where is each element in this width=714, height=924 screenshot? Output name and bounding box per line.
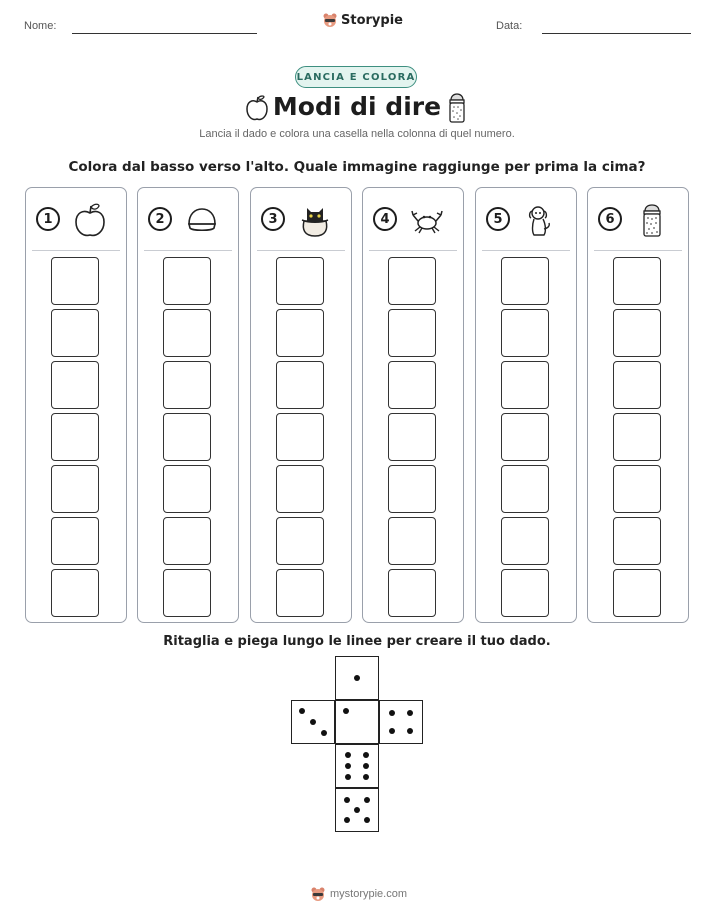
die-pip — [344, 817, 350, 823]
color-cell[interactable] — [613, 569, 661, 617]
name-label: Nome: — [24, 20, 57, 32]
color-cell[interactable] — [163, 517, 211, 565]
color-cell[interactable] — [163, 465, 211, 513]
column-number: 1 — [36, 207, 60, 231]
crab-icon — [409, 202, 445, 238]
die-pip — [345, 752, 351, 758]
column-number: 5 — [486, 207, 510, 231]
die-pip — [354, 807, 360, 813]
color-cell[interactable] — [388, 413, 436, 461]
subtitle: Lancia il dado e colora una casella nella colonna di quel numero. — [199, 128, 515, 140]
apple-icon — [72, 202, 108, 238]
die-pip — [299, 708, 305, 714]
color-cell[interactable] — [51, 413, 99, 461]
die-face-one — [335, 656, 379, 700]
instruction: Colora dal basso verso l'alto. Quale immagine raggiunge per prima la cima? — [68, 159, 646, 175]
bear-logo-icon — [310, 886, 326, 902]
column-number: 6 — [598, 207, 622, 231]
die-face-six — [335, 744, 379, 788]
column-header — [138, 188, 238, 250]
color-cell[interactable] — [276, 569, 324, 617]
column-5 — [475, 187, 577, 623]
color-cell[interactable] — [51, 465, 99, 513]
column-divider — [32, 250, 120, 251]
die-pip — [389, 710, 395, 716]
column-1 — [25, 187, 127, 623]
color-cell[interactable] — [276, 517, 324, 565]
color-cell[interactable] — [501, 465, 549, 513]
column-6 — [587, 187, 689, 623]
puppy-icon — [522, 202, 558, 238]
color-cell[interactable] — [276, 413, 324, 461]
color-cell[interactable] — [613, 309, 661, 357]
date-label: Data: — [496, 20, 523, 32]
column-number: 3 — [261, 207, 285, 231]
die-pip — [354, 675, 360, 681]
die-face-one-center — [335, 700, 379, 744]
column-header — [251, 188, 351, 250]
die-face-three — [291, 700, 335, 744]
column-number: 4 — [373, 207, 397, 231]
color-cell[interactable] — [388, 569, 436, 617]
salt-shaker-icon — [634, 202, 670, 238]
column-divider — [594, 250, 682, 251]
die-pip — [310, 719, 316, 725]
bear-logo-icon — [322, 12, 338, 28]
column-header — [588, 188, 688, 250]
column-header — [26, 188, 126, 250]
footer — [310, 886, 407, 902]
color-cell[interactable] — [51, 309, 99, 357]
name-line[interactable] — [72, 33, 257, 34]
cat-in-bag-icon — [297, 202, 333, 238]
color-cell[interactable] — [51, 569, 99, 617]
egg-icon — [184, 202, 220, 238]
brand-name: Storypie — [341, 12, 403, 28]
cut-instruction: Ritaglia e piega lungo le linee per creare il tuo dado. — [163, 634, 551, 649]
page-title: Modi di dire — [272, 92, 442, 121]
color-cell[interactable] — [163, 569, 211, 617]
color-cell[interactable] — [501, 517, 549, 565]
column-divider — [257, 250, 345, 251]
column-divider — [482, 250, 570, 251]
color-cell[interactable] — [388, 309, 436, 357]
color-cell[interactable] — [613, 517, 661, 565]
color-cell[interactable] — [163, 257, 211, 305]
color-cell[interactable] — [613, 361, 661, 409]
brand-logo — [322, 12, 403, 28]
die-pip — [343, 708, 349, 714]
color-cell[interactable] — [276, 257, 324, 305]
activity-badge: LANCIA E COLORA — [295, 66, 417, 88]
column-2 — [137, 187, 239, 623]
color-cell[interactable] — [388, 517, 436, 565]
die-pip — [364, 817, 370, 823]
footer-url[interactable]: mystorypie.com — [330, 888, 408, 900]
die-pip — [407, 728, 413, 734]
color-cell[interactable] — [501, 257, 549, 305]
column-divider — [144, 250, 232, 251]
color-cell[interactable] — [276, 361, 324, 409]
color-cell[interactable] — [163, 361, 211, 409]
die-pip — [321, 730, 327, 736]
die-pip — [389, 728, 395, 734]
color-cell[interactable] — [163, 309, 211, 357]
die-pip — [345, 774, 351, 780]
color-cell[interactable] — [501, 309, 549, 357]
die-pip — [407, 710, 413, 716]
die-pip — [364, 797, 370, 803]
color-cell[interactable] — [388, 465, 436, 513]
color-cell[interactable] — [51, 517, 99, 565]
color-cell[interactable] — [388, 361, 436, 409]
die-face-five — [335, 788, 379, 832]
color-cell[interactable] — [276, 465, 324, 513]
die-pip — [363, 774, 369, 780]
column-4 — [362, 187, 464, 623]
date-line[interactable] — [542, 33, 691, 34]
color-cell[interactable] — [613, 257, 661, 305]
color-cell[interactable] — [276, 309, 324, 357]
die-face-four — [379, 700, 423, 744]
color-cell[interactable] — [613, 465, 661, 513]
column-divider — [369, 250, 457, 251]
color-cell[interactable] — [51, 361, 99, 409]
color-cell[interactable] — [51, 257, 99, 305]
die-pip — [363, 752, 369, 758]
salt-shaker-icon — [446, 92, 468, 128]
color-cell[interactable] — [501, 413, 549, 461]
column-header — [476, 188, 576, 250]
column-3 — [250, 187, 352, 623]
column-header — [363, 188, 463, 250]
die-pip — [345, 763, 351, 769]
color-cell[interactable] — [388, 257, 436, 305]
die-pip — [363, 763, 369, 769]
column-number: 2 — [148, 207, 172, 231]
color-cell[interactable] — [163, 413, 211, 461]
color-cell[interactable] — [613, 413, 661, 461]
color-cell[interactable] — [501, 361, 549, 409]
color-cell[interactable] — [501, 569, 549, 617]
die-pip — [344, 797, 350, 803]
